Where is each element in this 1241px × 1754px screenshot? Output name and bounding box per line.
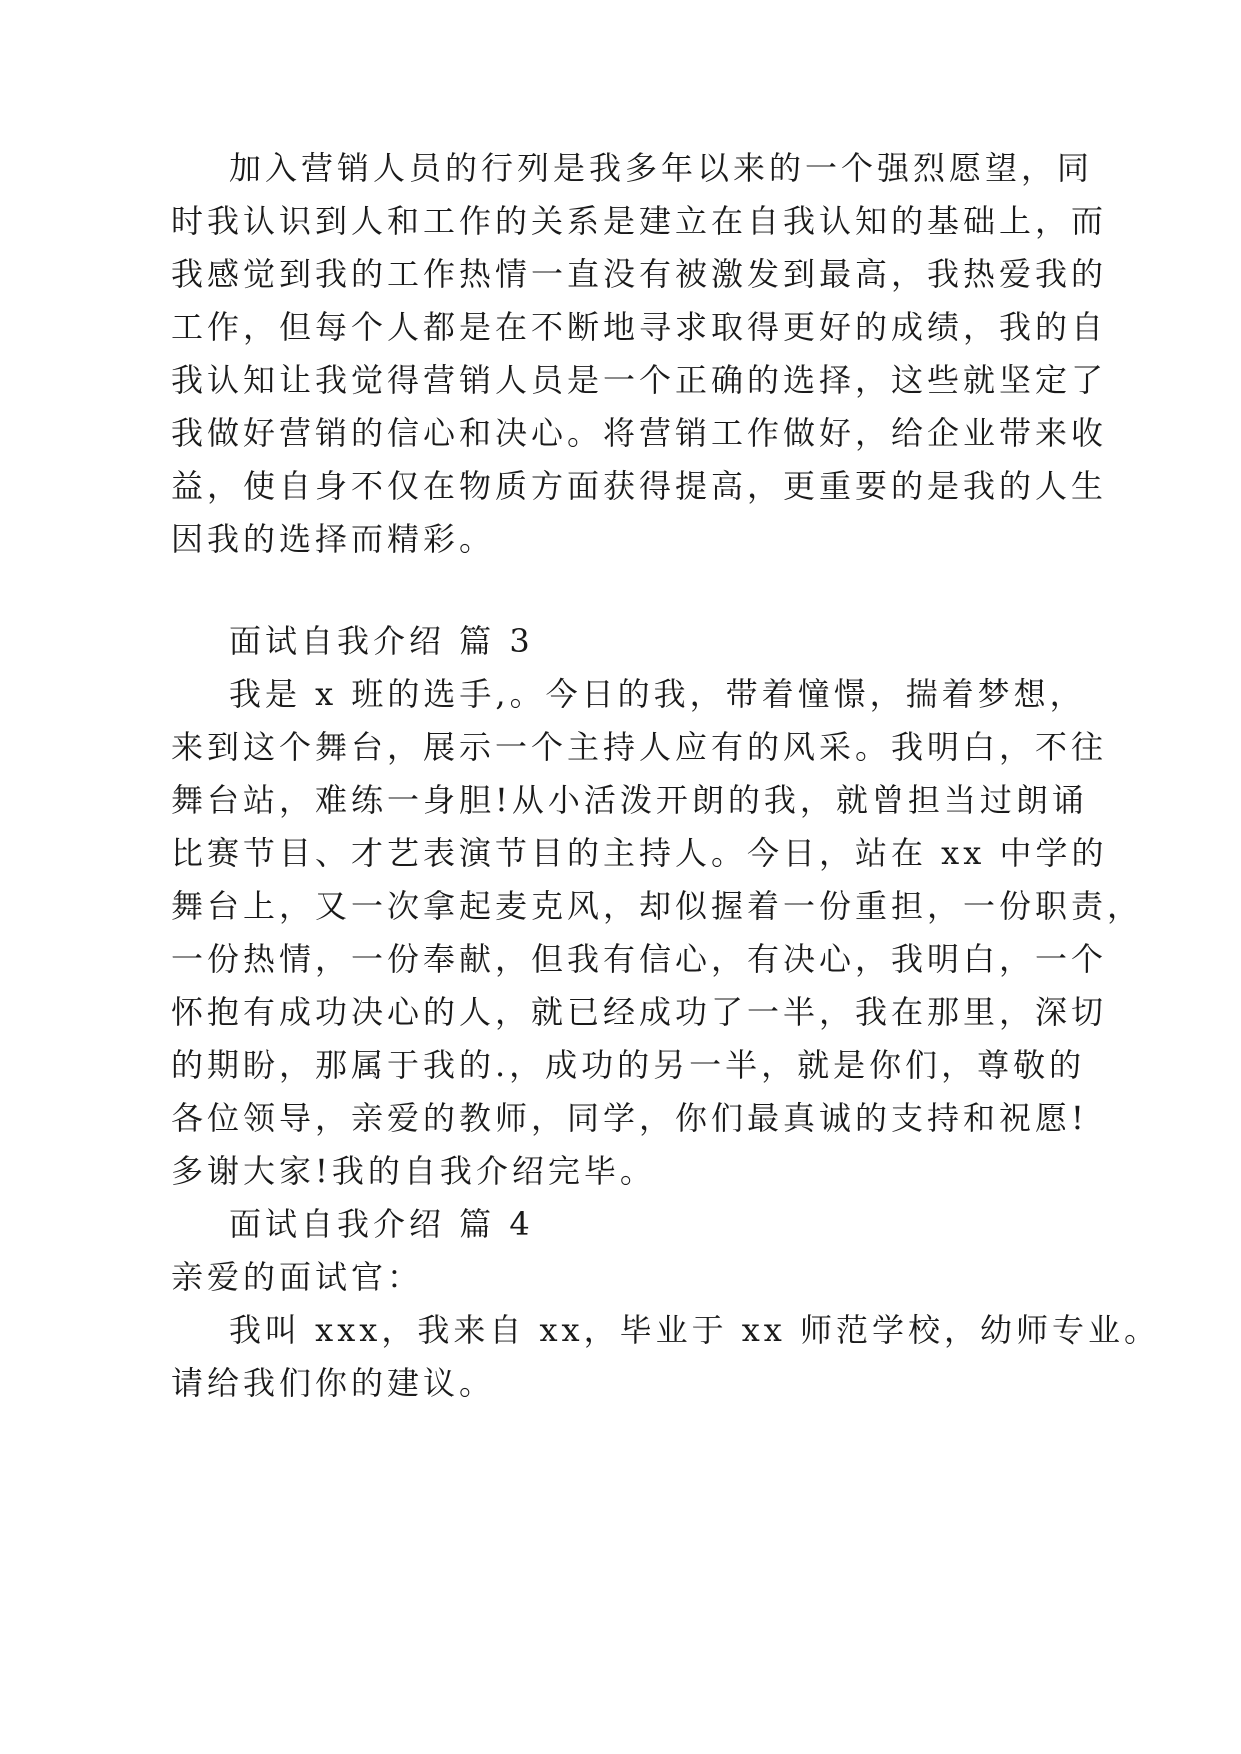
paragraph-line: 工作，但每个人都是在不断地寻求取得更好的成绩，我的自 [171, 308, 1108, 346]
paragraph-line: 我叫 xxx，我来自 xx，毕业于 xx 师范学校，幼师专业。 [229, 1311, 1161, 1349]
paragraph-line: 我认知让我觉得营销人员是一个正确的选择，这些就坚定了 [171, 361, 1108, 399]
paragraph-line: 比赛节目、才艺表演节目的主持人。今日，站在 xx 中学的 [171, 834, 1108, 872]
section-heading: 面试自我介绍 篇 3 [229, 622, 534, 660]
paragraph-line: 一份热情，一份奉献，但我有信心，有决心，我明白，一个 [171, 940, 1108, 978]
paragraph-line: 舞台上，又一次拿起麦克风，却似握着一份重担，一份职责， [171, 887, 1144, 925]
paragraph-line: 因我的选择而精彩。 [171, 520, 496, 558]
paragraph-line: 我做好营销的信心和决心。将营销工作做好，给企业带来收 [171, 414, 1108, 452]
paragraph-line: 多谢大家!我的自我介绍完毕。 [171, 1152, 656, 1190]
paragraph-line: 我是 x 班的选手,。今日的我，带着憧憬，揣着梦想， [229, 675, 1086, 713]
salutation: 亲爱的面试官： [171, 1258, 424, 1296]
paragraph-line: 各位领导，亲爱的教师，同学，你们最真诚的支持和祝愿! [171, 1099, 1088, 1137]
paragraph-line: 我感觉到我的工作热情一直没有被激发到最高，我热爱我的 [171, 255, 1108, 293]
paragraph-line: 舞台站，难练一身胆!从小活泼开朗的我，就曾担当过朗诵 [171, 781, 1088, 819]
paragraph-line: 请给我们你的建议。 [171, 1364, 496, 1402]
paragraph-line: 的期盼，那属于我的.，成功的另一半，就是你们，尊敬的 [171, 1046, 1086, 1084]
section-heading: 面试自我介绍 篇 4 [229, 1205, 534, 1243]
paragraph-line: 加入营销人员的行列是我多年以来的一个强烈愿望，同 [229, 149, 1094, 187]
paragraph-line: 来到这个舞台，展示一个主持人应有的风采。我明白，不往 [171, 728, 1108, 766]
paragraph-line: 怀抱有成功决心的人，就已经成功了一半，我在那里，深切 [171, 993, 1108, 1031]
paragraph-line: 时我认识到人和工作的关系是建立在自我认知的基础上，而 [171, 202, 1108, 240]
paragraph-line: 益，使自身不仅在物质方面获得提高，更重要的是我的人生 [171, 467, 1108, 505]
